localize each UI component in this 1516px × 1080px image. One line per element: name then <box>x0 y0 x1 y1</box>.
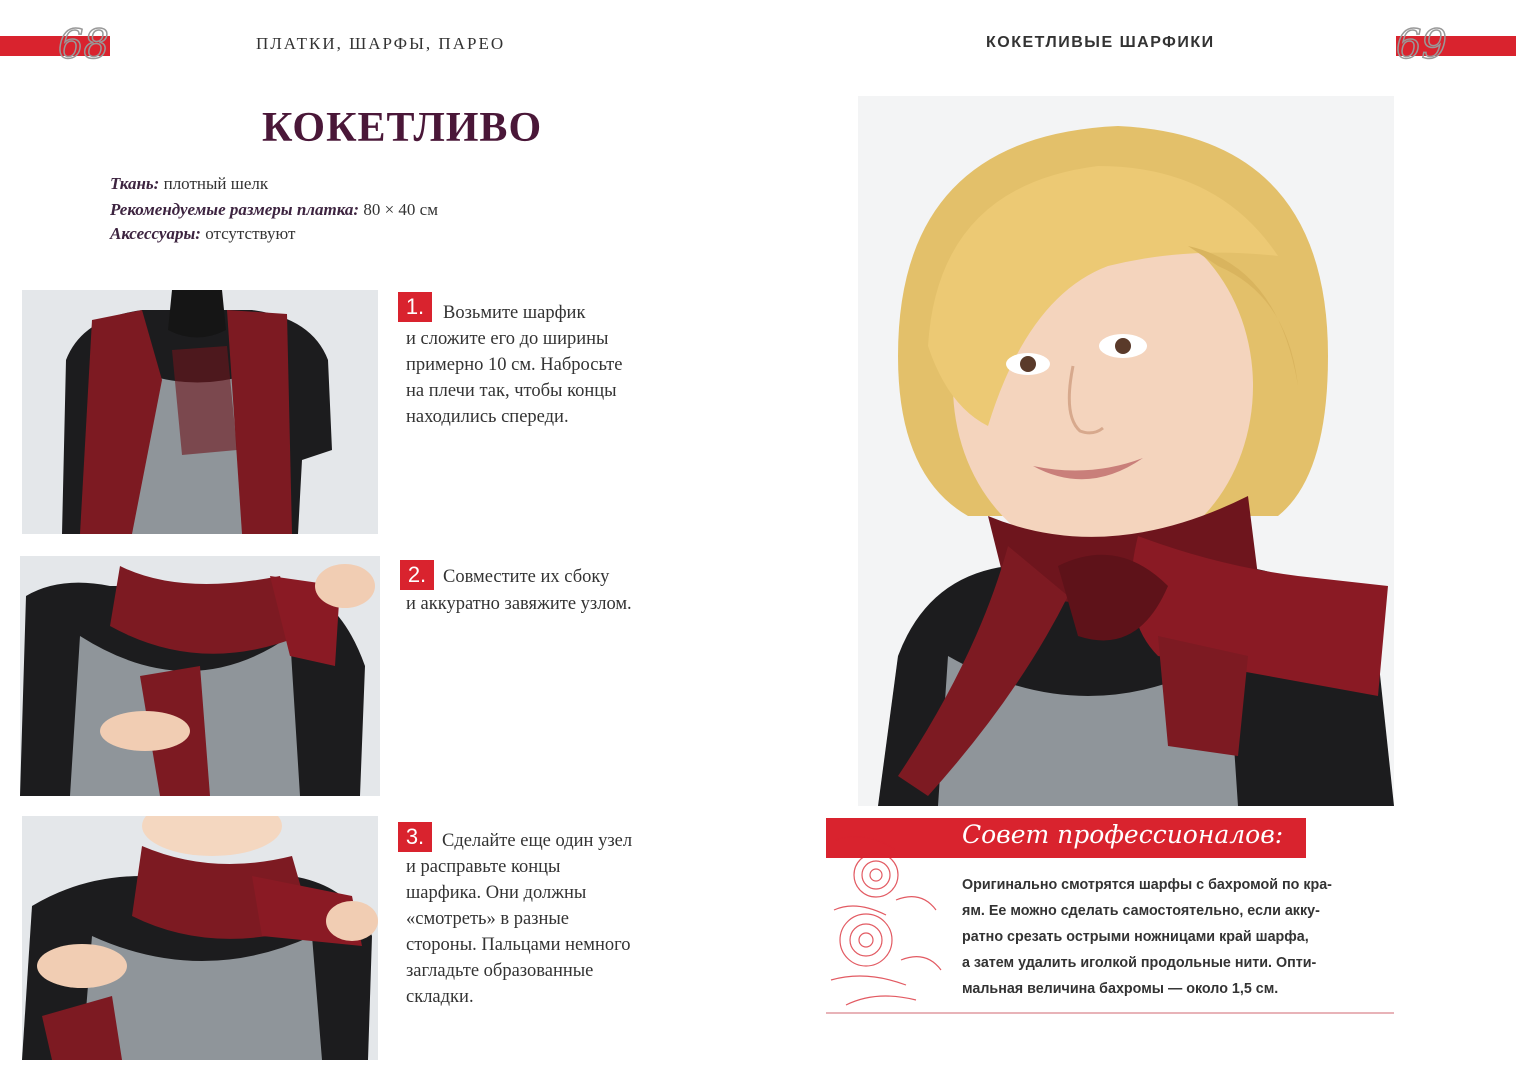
step-1-line: примерно 10 см. Набросьте <box>406 355 623 375</box>
step-1-line: находились спереди. <box>406 407 569 427</box>
step-1-line: Возьмите шарфик <box>443 303 586 323</box>
step-2-text <box>443 564 609 590</box>
step-2-text-rest <box>406 591 632 617</box>
step-3-line: шарфика. Они должны <box>406 883 587 903</box>
tip-bottom-rule <box>826 1012 1394 1014</box>
tip-line: ратно срезать острыми ножницами край шарфа, <box>962 929 1309 945</box>
step-1-text-rest <box>406 326 622 430</box>
step-1-number: 1. <box>398 292 432 322</box>
tip-line: Оригинально смотрятся шарфы с бахромой по кра- <box>962 877 1332 893</box>
step-3-photo <box>22 816 378 1060</box>
spec-value: плотный шелк <box>159 174 269 193</box>
step-3-line: и расправьте концы <box>406 857 561 877</box>
step-1-line: на плечи так, чтобы концы <box>406 381 617 401</box>
spec-label: Ткань: <box>110 174 160 193</box>
tip-title: Совет профессионалов: <box>962 820 1284 849</box>
step-2-line: Совместите их сбоку <box>443 567 610 587</box>
step-3-text <box>442 828 632 854</box>
spec-value: отсутствуют <box>200 224 296 243</box>
step-3-number: 3. <box>398 822 432 852</box>
left-running-head: ПЛАТКИ, ШАРФЫ, ПАРЕО <box>256 34 506 53</box>
spec-label: Аксессуары: <box>110 224 201 243</box>
floral-ornament-icon <box>826 820 956 1012</box>
spec-size <box>110 200 438 220</box>
main-portrait-photo <box>858 96 1394 806</box>
step-3-line: стороны. Пальцами немного <box>406 935 631 955</box>
spec-value: 80 × 40 см <box>359 200 438 219</box>
step-2-line: и аккуратно завяжите узлом. <box>406 594 632 614</box>
step-2-number: 2. <box>400 560 434 590</box>
tip-line: а затем удалить иголкой продольные нити. Опти- <box>962 955 1317 971</box>
step-1-text <box>443 300 585 326</box>
tip-line: ям. Ее можно сделать самостоятельно, если акку- <box>962 903 1320 919</box>
tip-line: мальная величина бахромы — около 1,5 см. <box>962 981 1279 997</box>
spec-label: Рекомендуемые размеры платка: <box>110 200 360 219</box>
step-3-line: складки. <box>406 987 474 1007</box>
spec-fabric <box>110 174 268 194</box>
right-page-number: 69 <box>1396 22 1447 68</box>
spec-accessories <box>110 224 295 244</box>
right-running-head: КОКЕТЛИВЫЕ ШАРФИКИ <box>986 34 1215 51</box>
tip-text <box>962 872 1394 1002</box>
page-title: КОКЕТЛИВО <box>262 105 543 151</box>
step-3-line: загладьте образованные <box>406 961 594 981</box>
step-3-line: «смотреть» в разные <box>406 909 570 929</box>
left-page-number: 68 <box>58 22 109 68</box>
step-3-line: Сделайте еще один узел <box>442 831 633 851</box>
step-2-photo <box>20 556 380 796</box>
step-3-text-rest <box>406 854 630 1010</box>
step-1-photo <box>22 290 378 534</box>
step-1-line: и сложите его до ширины <box>406 329 609 349</box>
